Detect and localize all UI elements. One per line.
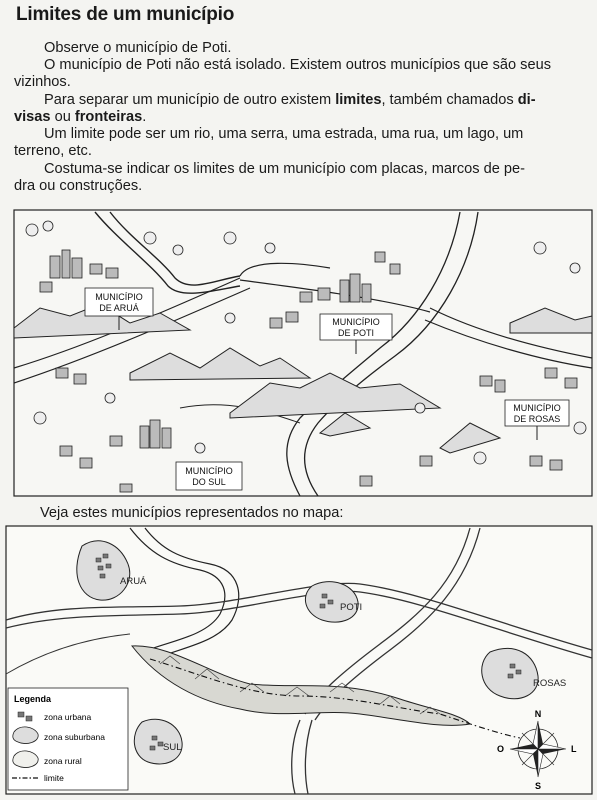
paragraph-5-line-2: dra ou construções. — [14, 178, 143, 194]
legend-rural-zone: zona rural — [44, 756, 82, 766]
sign-sul-line-2: DO SUL — [192, 477, 226, 487]
sign-sul — [176, 462, 242, 490]
page-title: Limites de um município — [16, 4, 235, 25]
sign-arua-line-2: DE ARUÁ — [99, 303, 139, 313]
map-label-arua: ARUÁ — [120, 576, 147, 587]
paragraph-2-line-2: vizinhos. — [14, 74, 71, 90]
text-run: , também chamados — [381, 92, 518, 108]
sign-sul-line-1: MUNICÍPIO — [185, 466, 233, 476]
sign-poti-line-1: MUNICÍPIO — [332, 317, 380, 327]
map-intro-text: Veja estes municípios representados no mapa: — [40, 505, 344, 521]
bold-term-limites: limites — [335, 92, 382, 108]
municipality-map — [0, 524, 597, 798]
text-run: Para separar um município de outro existem — [44, 92, 336, 108]
landscape-illustration — [0, 208, 597, 503]
map-label-sul: SUL — [163, 742, 182, 753]
paragraph-1: Observe o município de Poti. — [44, 40, 232, 56]
map-label-poti: POTI — [340, 602, 363, 613]
text-run: ou — [50, 109, 75, 125]
legend-limit: limite — [44, 773, 64, 783]
legend-title: Legenda — [14, 694, 52, 704]
legend-suburban-zone: zona suburbana — [44, 732, 105, 742]
paragraph-4-line-2: terreno, etc. — [14, 143, 92, 159]
bold-term-divisas-start: di- — [517, 92, 536, 108]
sign-arua-line-1: MUNICÍPIO — [95, 292, 143, 302]
paragraph-3-line-2 — [14, 109, 594, 126]
legend-urban-zone: zona urbana — [44, 712, 92, 722]
compass-west: O — [497, 744, 505, 754]
map-label-rosas: ROSAS — [533, 678, 567, 689]
map-legend — [8, 688, 128, 790]
paragraph-2-line-1: O município de Poti não está isolado. Existem outros municípios que são seus — [44, 57, 551, 73]
sign-rosas-line-1: MUNICÍPIO — [513, 403, 561, 413]
paragraph-5-line-1: Costuma-se indicar os limites de um município com placas, marcos de pe- — [44, 161, 525, 177]
paragraph-3-line-1 — [44, 92, 597, 109]
compass-north: N — [534, 709, 542, 719]
compass-east: L — [571, 744, 577, 754]
sign-poti-line-2: DE POTI — [337, 328, 375, 338]
bold-term-fronteiras: fronteiras — [74, 109, 143, 125]
paragraph-4-line-1: Um limite pode ser um rio, uma serra, uma estrada, uma rua, um lago, um — [44, 126, 524, 142]
sign-rosas-line-2: DE ROSAS — [513, 414, 561, 424]
bold-term-divisas-end: visas — [14, 109, 51, 125]
text-run: . — [142, 109, 147, 125]
compass-south: S — [534, 781, 542, 791]
